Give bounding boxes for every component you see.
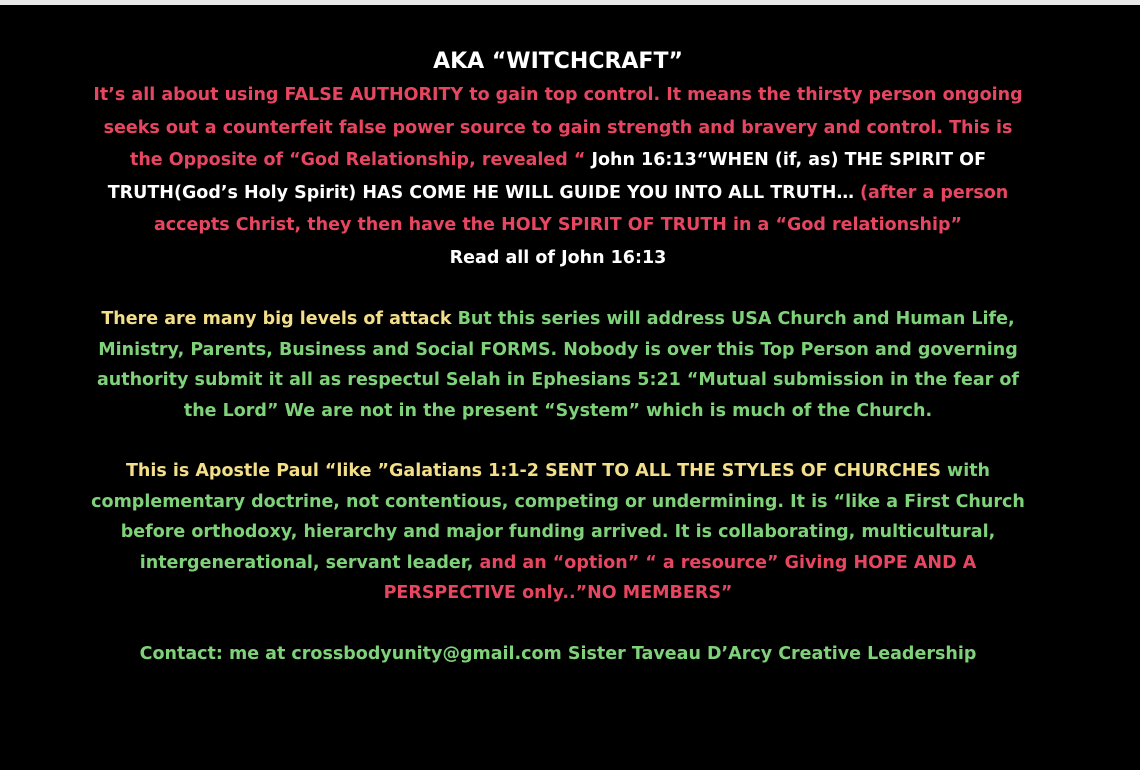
page-title: AKA “WITCHCRAFT” [433,49,683,74]
read-john-text: Read all of John 16:13 [449,247,667,268]
doctrine-text: with complementary doctrine, not contentious, competing or undermining. It is “like a First Church before orthodoxy, hierarchy and major funding arrived. It is collaborating, multicultural, intergenerational, servant leader, [91,461,1025,573]
paragraph-apostle-paul [88,456,1028,609]
paragraph-witchcraft [88,79,1028,274]
top-border [0,0,1140,5]
john-scripture-text: John 16:13“WHEN (if, as) THE SPIRIT OF TRUTH(God’s Holy Spirit) HAS COME HE WILL GUIDE YOU INTO ALL TRUTH… [107,150,987,203]
contact-line: Contact: me at crossbodyunity@gmail.com Sister Taveau D’Arcy Creative Leadership [139,643,977,664]
false-authority-text: It’s all about using FALSE AUTHORITY to gain top control. It means the thirsty person ongoing seeks out a counterfeit false power source to gain strength and bravery and control. This is the Opposite of “God Relationship, revealed “ [93,85,1023,170]
hope-perspective-text: and an “option” “ a resource” Giving HOPE AND A PERSPECTIVE only..”NO MEMBERS” [383,552,977,603]
paragraph-series [88,304,1028,426]
series-description-text: But this series will address USA Church and Human Life, Ministry, Parents, Business and Social FORMS. Nobody is over this Top Person and governing authority submit it all as respectul Selah in Ephesians 5:21 “Mutual submission in the fear of the Lord” We are not in the present “System” which is much of the Church. [96,309,1020,421]
levels-of-attack-text: There are many big levels of attack [101,309,452,329]
galatians-text: This is Apostle Paul “like ”Galatians 1:1-2 SENT TO ALL THE STYLES OF CHURCHES [125,461,941,481]
holy-spirit-text: (after a person accepts Christ, they then have the HOLY SPIRIT OF TRUTH in a “God relationship” [153,182,1009,235]
main-content [88,45,1028,669]
